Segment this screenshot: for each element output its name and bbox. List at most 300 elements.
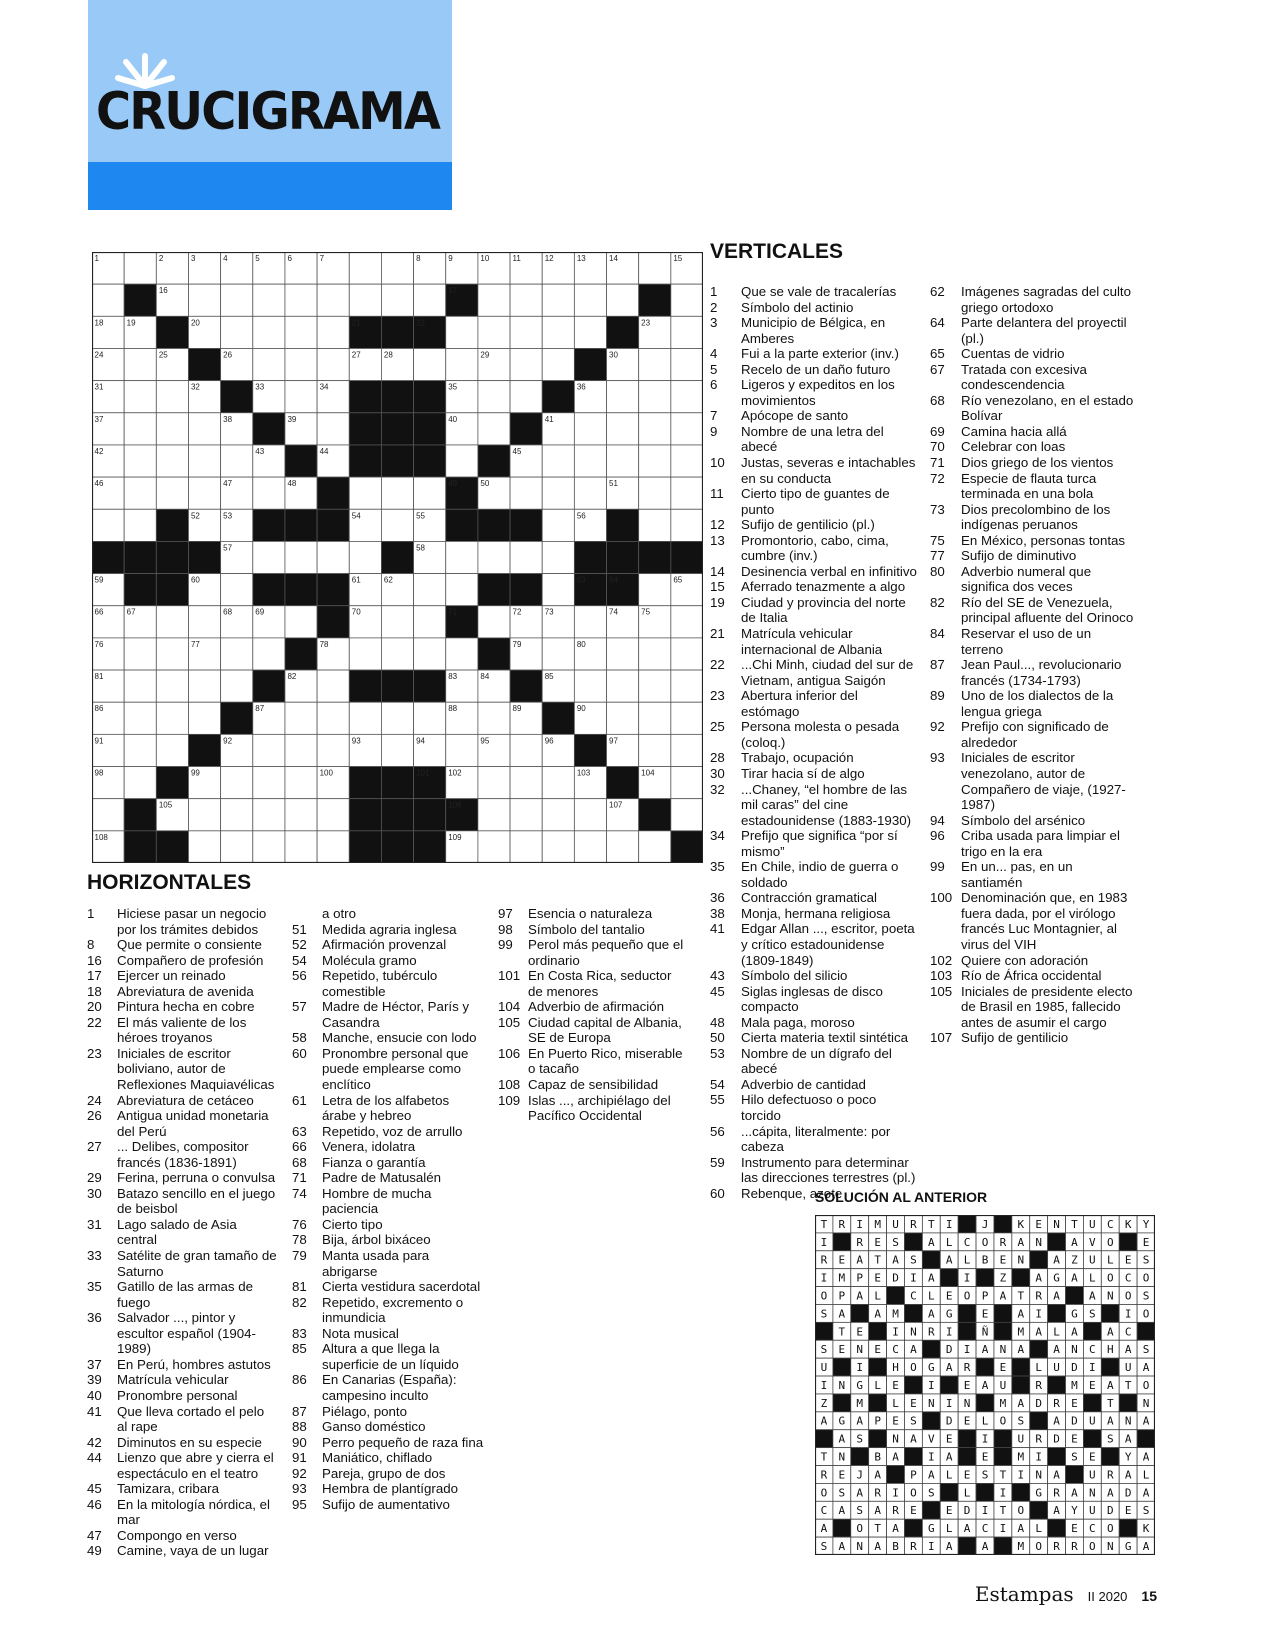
grid-cell[interactable] bbox=[285, 348, 317, 380]
grid-cell[interactable] bbox=[317, 670, 349, 702]
grid-cell[interactable] bbox=[156, 381, 188, 413]
solution-letter: S bbox=[856, 1432, 864, 1446]
grid-cell[interactable] bbox=[510, 734, 542, 766]
solution-letter: E bbox=[1124, 1504, 1132, 1518]
solution-letter: O bbox=[1089, 1539, 1096, 1553]
grid-cell[interactable] bbox=[607, 702, 639, 734]
grid-cell[interactable] bbox=[317, 831, 349, 863]
grid-cell[interactable] bbox=[221, 638, 253, 670]
grid-cell[interactable] bbox=[510, 381, 542, 413]
solution-letter: P bbox=[838, 1289, 846, 1303]
grid-cell[interactable] bbox=[671, 670, 703, 702]
grid-cell[interactable] bbox=[221, 316, 253, 348]
grid-cell[interactable] bbox=[671, 284, 703, 316]
solution-black-cell bbox=[1012, 1358, 1030, 1376]
clue-number: 67 bbox=[930, 361, 945, 377]
solution-letter: R bbox=[1053, 1396, 1060, 1410]
grid-cell[interactable] bbox=[510, 316, 542, 348]
grid-cell[interactable] bbox=[414, 638, 446, 670]
cell-number: 64 bbox=[609, 575, 618, 585]
solution-letter: K bbox=[1124, 1217, 1132, 1231]
grid-cell[interactable] bbox=[478, 799, 510, 831]
grid-cell[interactable] bbox=[221, 445, 253, 477]
clue bbox=[87, 1435, 277, 1451]
clue-text: En un... pas, en un santiamén bbox=[961, 859, 1073, 890]
grid-cell[interactable] bbox=[542, 541, 574, 573]
black-cell bbox=[221, 702, 253, 734]
clue-number: 103 bbox=[930, 968, 953, 984]
solution-letter: I bbox=[1124, 1307, 1132, 1321]
grid-cell[interactable] bbox=[639, 831, 671, 863]
grid-cell[interactable] bbox=[156, 638, 188, 670]
solution-letter: L bbox=[945, 1522, 953, 1536]
grid-cell[interactable] bbox=[253, 767, 285, 799]
solution-black-cell bbox=[994, 1430, 1012, 1448]
grid-cell[interactable] bbox=[188, 477, 220, 509]
grid-cell[interactable] bbox=[381, 734, 413, 766]
solution-black-cell bbox=[1030, 1340, 1048, 1358]
grid-cell[interactable] bbox=[414, 477, 446, 509]
solution-letter: I bbox=[945, 1217, 953, 1231]
grid-cell[interactable] bbox=[510, 541, 542, 573]
grid-cell[interactable] bbox=[446, 445, 478, 477]
cell-number: 63 bbox=[576, 575, 586, 585]
solution-letter: N bbox=[1089, 1486, 1096, 1500]
grid-cell[interactable] bbox=[671, 734, 703, 766]
grid-cell[interactable] bbox=[542, 799, 574, 831]
grid-cell[interactable] bbox=[607, 670, 639, 702]
grid-cell[interactable] bbox=[639, 252, 671, 284]
grid-cell[interactable] bbox=[478, 284, 510, 316]
solution-letter: A bbox=[838, 1432, 846, 1446]
grid-cell[interactable] bbox=[510, 284, 542, 316]
grid-cell[interactable] bbox=[510, 348, 542, 380]
clue-text: En México, personas tontas bbox=[961, 532, 1126, 548]
grid-cell[interactable] bbox=[639, 509, 671, 541]
grid-cell[interactable] bbox=[349, 638, 381, 670]
clue-text: Repetido, voz de arrullo bbox=[322, 1123, 463, 1139]
clue-number: 20 bbox=[87, 999, 102, 1015]
grid-cell[interactable] bbox=[124, 381, 156, 413]
solution-letter: I bbox=[1035, 1450, 1042, 1464]
solution-letter: U bbox=[1089, 1468, 1096, 1482]
cell-number: 96 bbox=[544, 736, 554, 746]
solution-letter: V bbox=[928, 1432, 935, 1446]
clue-number: 22 bbox=[87, 1014, 102, 1030]
grid-cell[interactable] bbox=[671, 509, 703, 541]
grid-cell[interactable] bbox=[124, 702, 156, 734]
grid-cell[interactable] bbox=[607, 413, 639, 445]
grid-cell[interactable] bbox=[639, 413, 671, 445]
grid-cell[interactable] bbox=[607, 381, 639, 413]
grid-cell[interactable] bbox=[221, 799, 253, 831]
grid-cell[interactable] bbox=[574, 799, 606, 831]
cell-number: 58 bbox=[416, 543, 425, 553]
solution-letter: A bbox=[892, 1253, 899, 1267]
grid-cell[interactable] bbox=[671, 413, 703, 445]
grid-cell[interactable] bbox=[607, 831, 639, 863]
grid-cell[interactable] bbox=[285, 831, 317, 863]
grid-cell[interactable] bbox=[253, 831, 285, 863]
grid-cell[interactable] bbox=[414, 702, 446, 734]
solution-letter: A bbox=[820, 1522, 828, 1536]
grid-cell[interactable] bbox=[381, 252, 413, 284]
grid-cell[interactable] bbox=[221, 670, 253, 702]
grid-cell[interactable] bbox=[349, 252, 381, 284]
grid-cell[interactable] bbox=[446, 574, 478, 606]
grid-cell[interactable] bbox=[671, 381, 703, 413]
grid-cell[interactable] bbox=[221, 767, 253, 799]
grid-cell[interactable] bbox=[317, 799, 349, 831]
solution-letter: O bbox=[1106, 1522, 1114, 1536]
solution-letter: O bbox=[1142, 1307, 1150, 1321]
clue-text: Dios precolombino de los indígenas peruanos bbox=[961, 501, 1111, 533]
clue-text: Que se vale de tracalerías bbox=[741, 284, 897, 299]
solution-letter: E bbox=[1071, 1522, 1078, 1536]
grid-cell[interactable] bbox=[542, 831, 574, 863]
grid-cell[interactable] bbox=[574, 606, 606, 638]
black-cell bbox=[607, 541, 639, 573]
clue bbox=[292, 1093, 484, 1124]
grid-cell[interactable] bbox=[510, 477, 542, 509]
grid-cell[interactable] bbox=[317, 413, 349, 445]
grid-cell[interactable] bbox=[671, 702, 703, 734]
clue-text: Que permite o consiente bbox=[117, 937, 262, 953]
grid-cell[interactable] bbox=[446, 734, 478, 766]
grid-cell[interactable] bbox=[285, 541, 317, 573]
solution-black-cell bbox=[1083, 1394, 1101, 1412]
clue bbox=[710, 595, 918, 626]
grid-cell[interactable] bbox=[574, 445, 606, 477]
grid-cell[interactable] bbox=[414, 574, 446, 606]
cell-number: 19 bbox=[126, 318, 136, 328]
grid-cell[interactable] bbox=[92, 509, 124, 541]
solution-letter: M bbox=[1071, 1378, 1078, 1392]
grid-cell[interactable] bbox=[285, 284, 317, 316]
grid-cell[interactable] bbox=[542, 284, 574, 316]
grid-cell[interactable] bbox=[253, 799, 285, 831]
grid-cell[interactable] bbox=[542, 316, 574, 348]
clue-number: 33 bbox=[87, 1248, 102, 1264]
grid-cell[interactable] bbox=[478, 541, 510, 573]
clue-number: 81 bbox=[292, 1279, 307, 1295]
grid-cell[interactable] bbox=[188, 606, 220, 638]
grid-cell[interactable] bbox=[124, 734, 156, 766]
grid-cell[interactable] bbox=[124, 445, 156, 477]
grid-cell[interactable] bbox=[542, 767, 574, 799]
grid-cell[interactable] bbox=[317, 734, 349, 766]
grid-cell[interactable] bbox=[92, 799, 124, 831]
solution-letter: A bbox=[1053, 1289, 1060, 1303]
grid-cell[interactable] bbox=[478, 606, 510, 638]
solution-letter: N bbox=[856, 1343, 864, 1357]
grid-cell[interactable] bbox=[349, 702, 381, 734]
solution-letter: A bbox=[1053, 1343, 1060, 1357]
cell-number: 86 bbox=[94, 704, 104, 714]
solution-letter: I bbox=[910, 1271, 917, 1285]
clue bbox=[710, 579, 918, 595]
grid-cell[interactable] bbox=[607, 284, 639, 316]
clue-number: 19 bbox=[710, 594, 725, 610]
grid-cell[interactable] bbox=[478, 767, 510, 799]
solution-letter: D bbox=[1106, 1504, 1114, 1518]
grid-cell[interactable] bbox=[381, 477, 413, 509]
solution-letter: C bbox=[981, 1522, 989, 1536]
grid-cell[interactable] bbox=[188, 670, 220, 702]
clue-number: 88 bbox=[292, 1419, 307, 1435]
grid-cell[interactable] bbox=[253, 348, 285, 380]
solution-letter: A bbox=[856, 1486, 864, 1500]
grid-cell[interactable] bbox=[607, 445, 639, 477]
grid-cell[interactable] bbox=[221, 831, 253, 863]
grid-cell[interactable] bbox=[510, 831, 542, 863]
solution-black-cell bbox=[904, 1376, 922, 1394]
solution-letter: E bbox=[963, 1414, 971, 1428]
grid-cell[interactable] bbox=[607, 638, 639, 670]
solution-letter: N bbox=[928, 1396, 935, 1410]
grid-cell[interactable] bbox=[156, 445, 188, 477]
grid-cell[interactable] bbox=[285, 381, 317, 413]
grid-cell[interactable] bbox=[124, 252, 156, 284]
grid-cell[interactable] bbox=[285, 702, 317, 734]
clue bbox=[87, 1248, 277, 1279]
grid-cell[interactable] bbox=[542, 638, 574, 670]
grid-cell[interactable] bbox=[671, 477, 703, 509]
grid-cell[interactable] bbox=[639, 734, 671, 766]
grid-cell[interactable] bbox=[349, 284, 381, 316]
grid-cell[interactable] bbox=[285, 799, 317, 831]
grid-cell[interactable] bbox=[381, 702, 413, 734]
grid-cell[interactable] bbox=[510, 799, 542, 831]
grid-cell[interactable] bbox=[671, 638, 703, 670]
clue-number: 6 bbox=[710, 377, 718, 393]
grid-cell[interactable] bbox=[188, 702, 220, 734]
grid-cell[interactable] bbox=[671, 445, 703, 477]
solution-letter: D bbox=[1124, 1486, 1132, 1500]
solution-letter: S bbox=[1089, 1307, 1096, 1321]
crossword-grid[interactable] bbox=[92, 252, 703, 863]
grid-cell[interactable] bbox=[414, 284, 446, 316]
grid-cell[interactable] bbox=[381, 509, 413, 541]
grid-cell[interactable] bbox=[381, 638, 413, 670]
grid-cell[interactable] bbox=[188, 284, 220, 316]
grid-cell[interactable] bbox=[124, 348, 156, 380]
grid-cell[interactable] bbox=[446, 638, 478, 670]
clue-number: 75 bbox=[930, 532, 945, 548]
solution-letter: P bbox=[856, 1271, 864, 1285]
grid-cell[interactable] bbox=[639, 670, 671, 702]
grid-cell[interactable] bbox=[188, 445, 220, 477]
clue-text: Recelo de un daño futuro bbox=[741, 361, 891, 377]
grid-cell[interactable] bbox=[574, 831, 606, 863]
grid-cell[interactable] bbox=[253, 284, 285, 316]
clue bbox=[292, 1232, 484, 1248]
clue-text: Justas, severas e intachables en su conducta bbox=[741, 455, 916, 486]
grid-cell[interactable] bbox=[188, 799, 220, 831]
solution-letter: A bbox=[1053, 1468, 1060, 1482]
clue bbox=[292, 1030, 484, 1046]
solution-letter: N bbox=[1035, 1235, 1042, 1249]
clue-text: Manta usada para abrigarse bbox=[322, 1248, 430, 1279]
cell-number: 14 bbox=[609, 254, 618, 263]
clue-number: 53 bbox=[710, 1045, 725, 1061]
grid-cell[interactable] bbox=[317, 541, 349, 573]
grid-cell[interactable] bbox=[188, 413, 220, 445]
grid-cell[interactable] bbox=[253, 541, 285, 573]
grid-cell[interactable] bbox=[671, 799, 703, 831]
black-cell bbox=[285, 445, 317, 477]
clue-text: Edgar Allan ..., escritor, poeta y crítico estadounidense (1809-1849) bbox=[741, 921, 915, 968]
solution-letter: N bbox=[910, 1325, 917, 1339]
grid-cell[interactable] bbox=[639, 702, 671, 734]
solution-letter: I bbox=[820, 1235, 828, 1249]
clue-text: Salvador ..., pintor y escultor español (1904-1989) bbox=[117, 1310, 256, 1357]
grid-cell[interactable] bbox=[253, 734, 285, 766]
solution-letter: E bbox=[874, 1271, 881, 1285]
solution-letter: I bbox=[1089, 1361, 1096, 1375]
grid-cell[interactable] bbox=[317, 284, 349, 316]
grid-cell[interactable] bbox=[671, 316, 703, 348]
solution-letter: C bbox=[963, 1235, 971, 1249]
grid-cell[interactable] bbox=[574, 413, 606, 445]
grid-cell[interactable] bbox=[414, 606, 446, 638]
grid-cell[interactable] bbox=[478, 381, 510, 413]
grid-cell[interactable] bbox=[92, 284, 124, 316]
grid-cell[interactable] bbox=[574, 284, 606, 316]
clue-number: 38 bbox=[710, 905, 725, 921]
grid-cell[interactable] bbox=[478, 413, 510, 445]
solution-letter: D bbox=[1071, 1361, 1078, 1375]
solution-black-cell bbox=[994, 1215, 1012, 1233]
clue-number: 93 bbox=[292, 1481, 307, 1497]
black-cell bbox=[542, 702, 574, 734]
verticales-heading: VERTICALES bbox=[710, 240, 844, 263]
clue bbox=[292, 1419, 484, 1435]
grid-cell[interactable] bbox=[381, 606, 413, 638]
grid-cell[interactable] bbox=[381, 284, 413, 316]
grid-cell[interactable] bbox=[639, 477, 671, 509]
grid-cell[interactable] bbox=[156, 670, 188, 702]
grid-cell[interactable] bbox=[156, 702, 188, 734]
solution-letter: E bbox=[963, 1468, 971, 1482]
solution-letter: R bbox=[928, 1325, 935, 1339]
grid-cell[interactable] bbox=[671, 348, 703, 380]
grid-cell[interactable] bbox=[124, 638, 156, 670]
grid-cell[interactable] bbox=[671, 767, 703, 799]
solution-letter: T bbox=[999, 1504, 1007, 1518]
solution-letter: R bbox=[1071, 1539, 1078, 1553]
grid-cell[interactable] bbox=[478, 831, 510, 863]
grid-cell[interactable] bbox=[542, 445, 574, 477]
grid-cell[interactable] bbox=[574, 670, 606, 702]
solution-letter: G bbox=[928, 1361, 935, 1375]
grid-cell[interactable] bbox=[221, 284, 253, 316]
grid-cell[interactable] bbox=[124, 477, 156, 509]
grid-cell[interactable] bbox=[478, 702, 510, 734]
clue-number: 105 bbox=[498, 1014, 521, 1030]
grid-cell[interactable] bbox=[639, 445, 671, 477]
grid-cell[interactable] bbox=[349, 541, 381, 573]
grid-cell[interactable] bbox=[639, 348, 671, 380]
grid-cell[interactable] bbox=[188, 831, 220, 863]
black-cell bbox=[156, 767, 188, 799]
clue-text: Celebrar con loas bbox=[961, 439, 1066, 455]
grid-cell[interactable] bbox=[446, 348, 478, 380]
grid-cell[interactable] bbox=[542, 509, 574, 541]
grid-cell[interactable] bbox=[542, 574, 574, 606]
solution-letter: E bbox=[874, 1343, 881, 1357]
solution-letter: A bbox=[874, 1307, 881, 1321]
grid-cell[interactable] bbox=[574, 477, 606, 509]
clue bbox=[498, 968, 688, 999]
grid-cell[interactable] bbox=[124, 767, 156, 799]
grid-cell[interactable] bbox=[221, 574, 253, 606]
grid-cell[interactable] bbox=[639, 574, 671, 606]
clue bbox=[292, 1481, 484, 1497]
grid-cell[interactable] bbox=[124, 670, 156, 702]
grid-cell[interactable] bbox=[253, 316, 285, 348]
solution-letter: A bbox=[945, 1450, 953, 1464]
grid-cell[interactable] bbox=[574, 316, 606, 348]
grid-cell[interactable] bbox=[124, 413, 156, 445]
grid-cell[interactable] bbox=[285, 606, 317, 638]
solution-black-cell bbox=[833, 1519, 851, 1537]
solution-black-cell bbox=[833, 1233, 851, 1251]
clue-text: Cierta vestidura sacerdotal bbox=[322, 1279, 481, 1295]
solution-letter: Z bbox=[820, 1396, 828, 1410]
grid-cell[interactable] bbox=[639, 638, 671, 670]
grid-cell[interactable] bbox=[446, 541, 478, 573]
grid-cell[interactable] bbox=[156, 477, 188, 509]
grid-cell[interactable] bbox=[478, 316, 510, 348]
clue-text: Fianza o garantía bbox=[322, 1154, 426, 1170]
grid-cell[interactable] bbox=[671, 606, 703, 638]
solution-letter: M bbox=[1017, 1539, 1025, 1553]
grid-cell[interactable] bbox=[156, 606, 188, 638]
grid-cell[interactable] bbox=[349, 477, 381, 509]
solution-letter: A bbox=[928, 1307, 935, 1321]
solution-letter: N bbox=[999, 1343, 1007, 1357]
grid-cell[interactable] bbox=[446, 316, 478, 348]
clue bbox=[87, 1528, 277, 1544]
clue bbox=[930, 626, 1135, 657]
grid-cell[interactable] bbox=[124, 509, 156, 541]
clue-text: Adverbio numeral que significa dos veces bbox=[961, 563, 1092, 595]
grid-cell[interactable] bbox=[317, 316, 349, 348]
grid-cell[interactable] bbox=[317, 348, 349, 380]
grid-cell[interactable] bbox=[639, 381, 671, 413]
clue-text: Desinencia verbal en infinitivo bbox=[741, 563, 917, 579]
grid-cell[interactable] bbox=[510, 767, 542, 799]
grid-cell[interactable] bbox=[156, 413, 188, 445]
grid-cell[interactable] bbox=[156, 734, 188, 766]
grid-cell[interactable] bbox=[414, 348, 446, 380]
grid-cell[interactable] bbox=[542, 477, 574, 509]
grid-cell[interactable] bbox=[285, 767, 317, 799]
solution-letter: E bbox=[945, 1504, 953, 1518]
grid-cell[interactable] bbox=[542, 348, 574, 380]
grid-cell[interactable] bbox=[285, 316, 317, 348]
clue-text: Rebenque, azote bbox=[741, 1185, 843, 1201]
black-cell bbox=[381, 831, 413, 863]
clue-text: El más valiente de los héroes troyanos bbox=[117, 1014, 247, 1046]
grid-cell[interactable] bbox=[253, 638, 285, 670]
grid-cell[interactable] bbox=[253, 477, 285, 509]
clue-number: 105 bbox=[930, 983, 953, 999]
grid-cell[interactable] bbox=[285, 734, 317, 766]
clue bbox=[292, 1155, 484, 1171]
grid-cell[interactable] bbox=[317, 702, 349, 734]
